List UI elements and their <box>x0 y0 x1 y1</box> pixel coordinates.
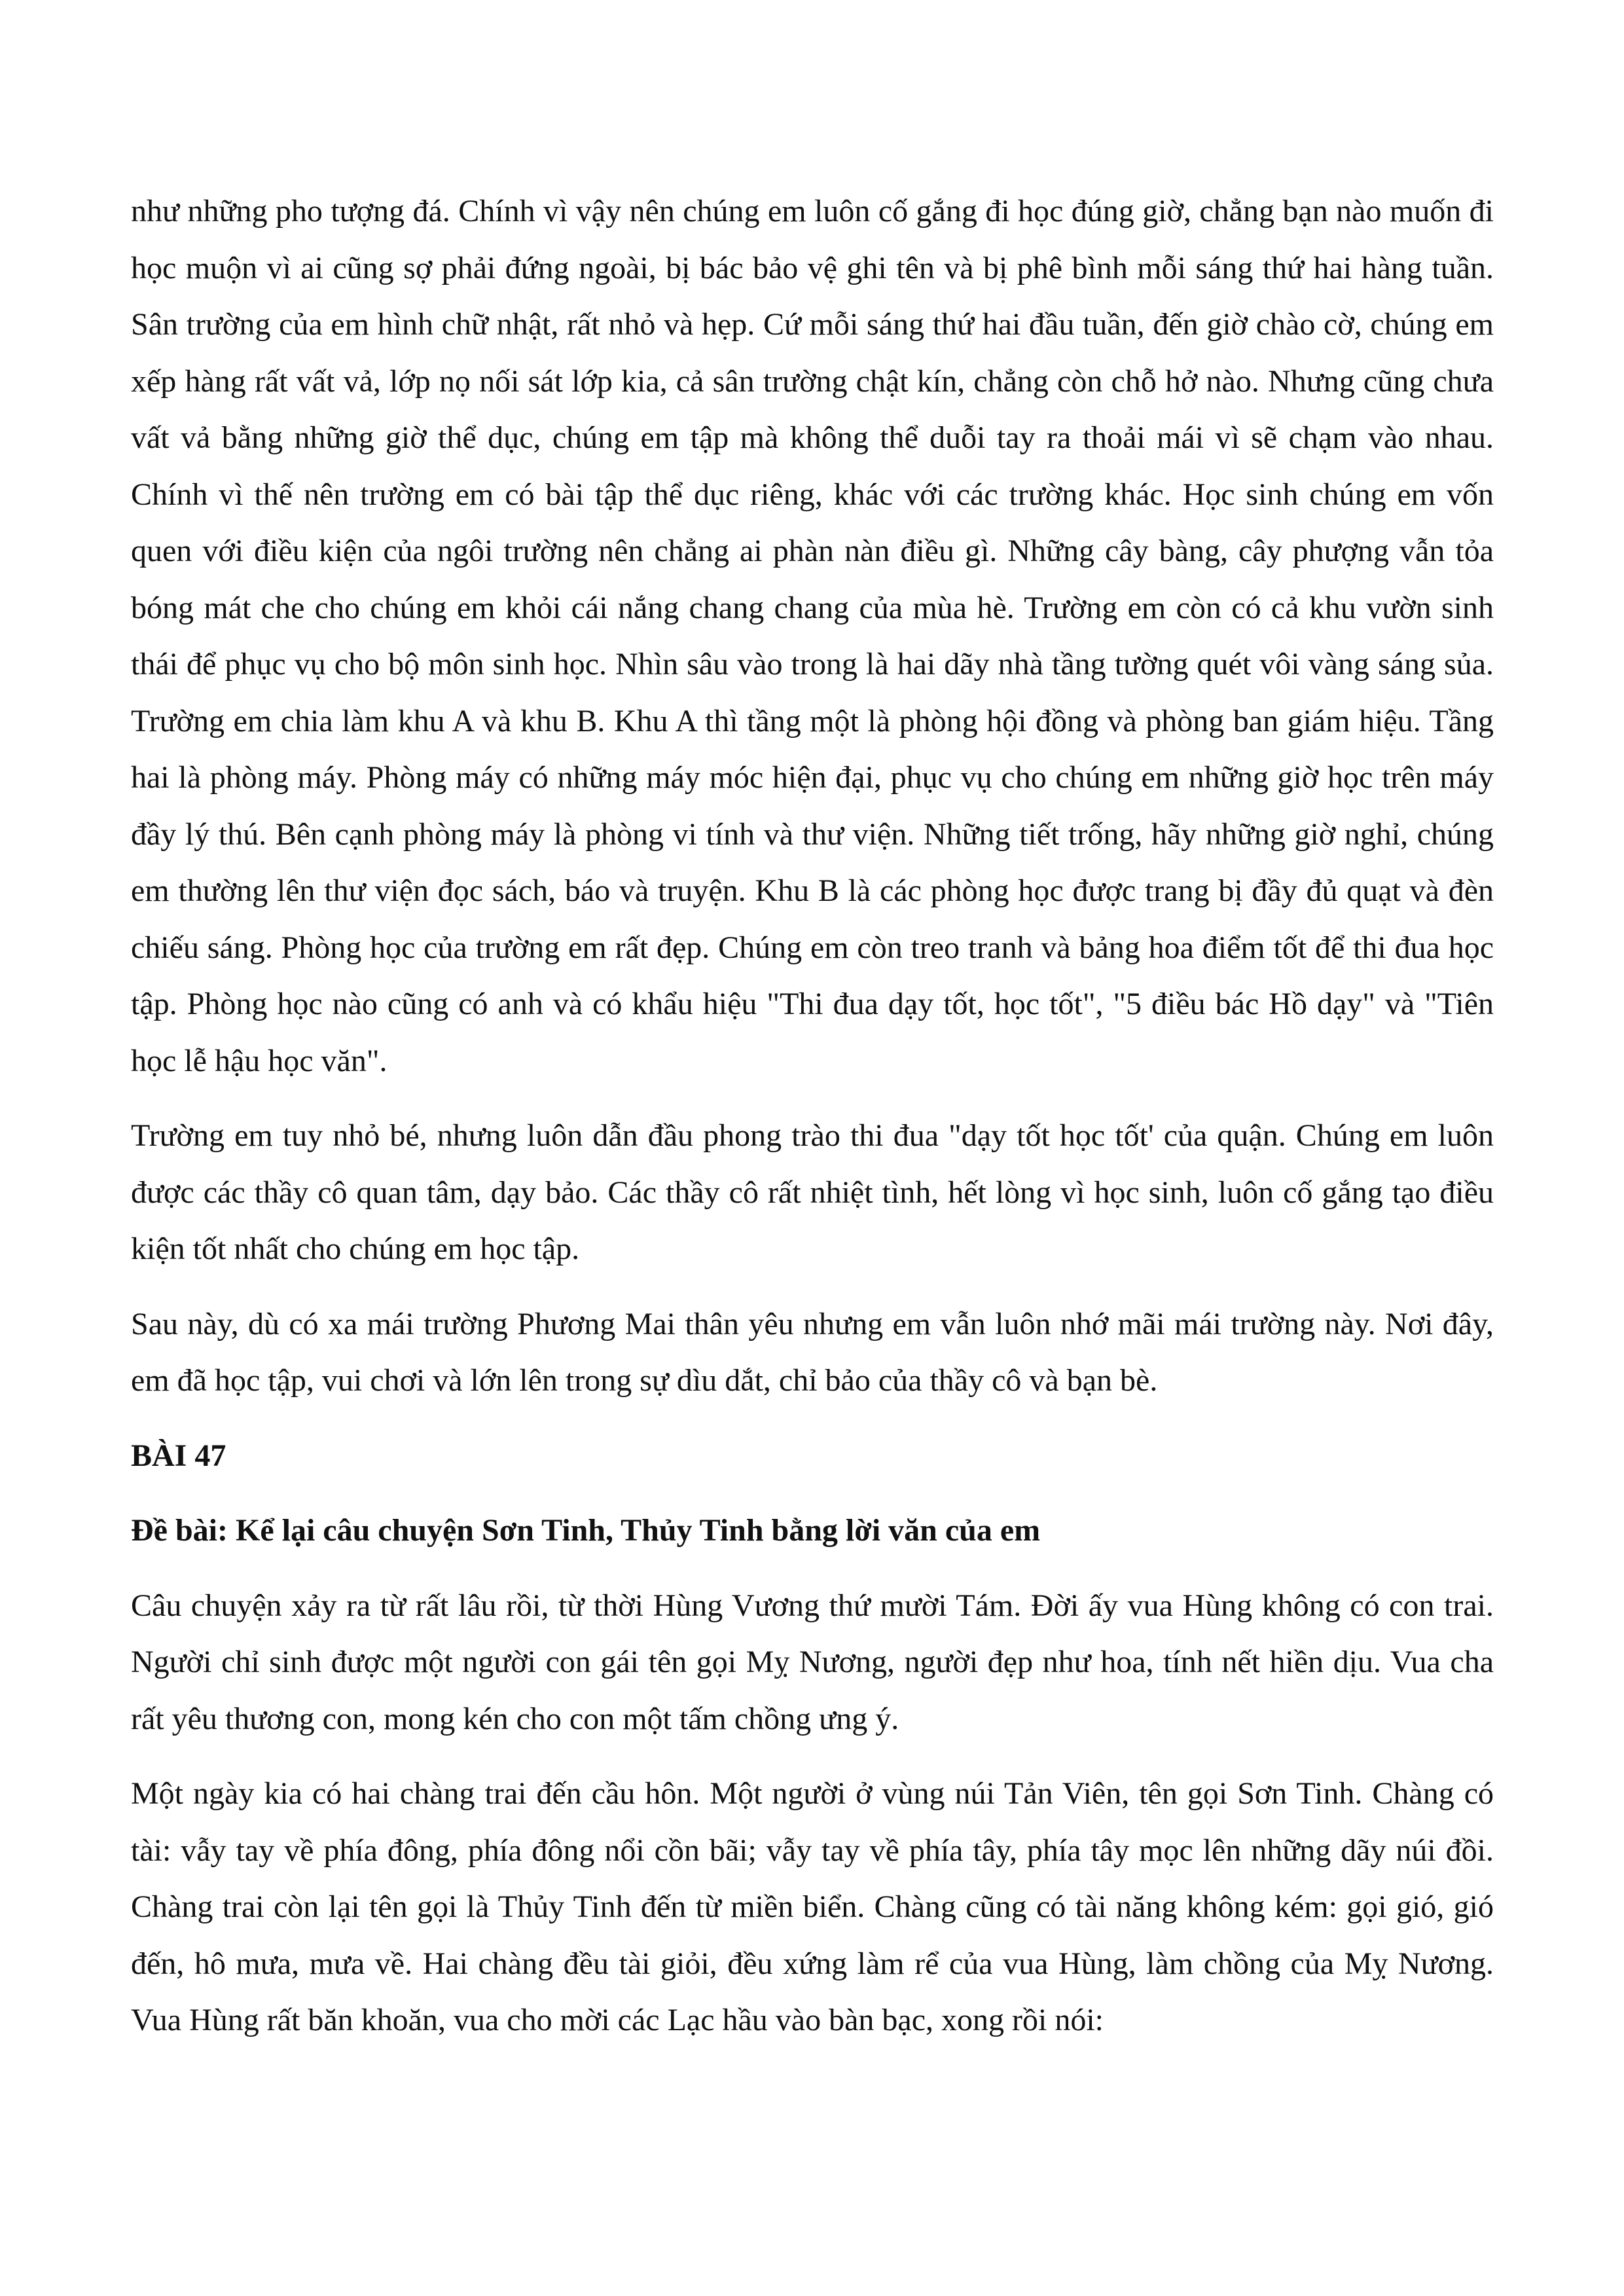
paragraph-spacer <box>131 1089 1494 1108</box>
paragraph-story-suitors: Một ngày kia có hai chàng trai đến cầu hôn. Một người ở vùng núi Tản Viên, tên gọi Sơn Tinh. Chàng có tài: vẫy tay về phía đông, phía đông nổi cồn bãi; vẫy tay về phía tây, phía tây mọc lên những dãy núi đồi. Chàng trai còn lại tên gọi là Thủy Tinh đến từ miền biển. Chàng cũng có tài năng không kém: gọi gió, gió đến, hô mưa, mưa về. Hai chàng đều tài giỏi, đều xứng làm rể của vua Hùng, làm chồng của Mỵ Nương. Vua Hùng rất băn khoăn, vua cho mời các Lạc hầu vào bàn bạc, xong rồi nói: <box>131 1776 1494 2037</box>
section-title: BÀI 47 <box>131 1438 226 1473</box>
paragraph-spacer <box>131 1747 1494 1766</box>
paragraph-school-achievement: Trường em tuy nhỏ bé, nhưng luôn dẫn đầu phong trào thi đua "dạy tốt học tốt' của quận. Chúng em luôn được các thầy cô quan tâm, dạy bảo. Các thầy cô rất nhiệt tình, hết lòng vì học sinh, luôn cố gắng tạo điều kiện tốt nhất cho chúng em học tập. <box>131 1118 1494 1266</box>
paragraph-spacer <box>131 1484 1494 1503</box>
document-page <box>131 183 1494 2049</box>
paragraph-story-intro: Câu chuyện xảy ra từ rất lâu rồi, từ thời Hùng Vương thứ mười Tám. Đời ấy vua Hùng không có con trai. Người chỉ sinh được một người con gái tên gọi Mỵ Nương, người đẹp như hoa, tính nết hiền dịu. Vua cha rất yêu thương con, mong kén cho con một tấm chồng ưng ý. <box>131 1588 1494 1736</box>
paragraph-spacer <box>131 1278 1494 1296</box>
paragraph-spacer <box>131 1410 1494 1428</box>
paragraph-spacer <box>131 1559 1494 1578</box>
assignment-title: Đề bài: Kể lại câu chuyện Sơn Tinh, Thủy Tinh bằng lời văn của em <box>131 1513 1041 1548</box>
paragraph-school-description: như những pho tượng đá. Chính vì vậy nên chúng em luôn cố gắng đi học đúng giờ, chẳng bạn nào muốn đi học muộn vì ai cũng sợ phải đứng ngoài, bị bác bảo vệ ghi tên và bị phê bình mỗi sáng thứ hai hàng tuần. Sân trường của em hình chữ nhật, rất nhỏ và hẹp. Cứ mỗi sáng thứ hai đầu tuần, đến giờ chào cờ, chúng em xếp hàng rất vất vả, lớp nọ nối sát lớp kia, cả sân trường chật kín, chẳng còn chỗ hở nào. Nhưng cũng chưa vất vả bằng những giờ thể dục, chúng em tập mà không thể duỗi tay ra thoải mái vì sẽ chạm vào nhau. Chính vì thế nên trường em có bài tập thể dục riêng, khác với các trường khác. Học sinh chúng em vốn quen với điều kiện của ngôi trường nên chẳng ai phàn nàn điều gì. Những cây bàng, cây phượng vẫn tỏa bóng mát che cho chúng em khỏi cái nắng chang chang của mùa hè. Trường em còn có cả khu vườn sinh thái để phục vụ cho bộ môn sinh học. Nhìn sâu vào trong là hai dãy nhà tầng tường quét vôi vàng sáng sủa. Trường em chia làm khu A và khu B. Khu A thì tầng một là phòng hội đồng và phòng ban giám hiệu. Tầng hai là phòng máy. Phòng máy có những máy móc hiện đại, phục vụ cho chúng em những giờ học trên máy đầy lý thú. Bên cạnh phòng máy là phòng vi tính và thư viện. Những tiết trống, hãy những giờ nghỉ, chúng em thường lên thư viện đọc sách, báo và truyện. Khu B là các phòng học được trang bị đầy đủ quạt và đèn chiếu sáng. Phòng học của trường em rất đẹp. Chúng em còn treo tranh và bảng hoa điểm tốt để thi đua học tập. Phòng học nào cũng có anh và có khẩu hiệu "Thi đua dạy tốt, học tốt", "5 điều bác Hồ dạy" và "Tiên học lễ hậu học văn". <box>131 194 1494 1078</box>
paragraph-school-conclusion: Sau này, dù có xa mái trường Phương Mai thân yêu nhưng em vẫn luôn nhớ mãi mái trường này. Nơi đây, em đã học tập, vui chơi và lớn lên trong sự dìu dắt, chỉ bảo của thầy cô và bạn bè. <box>131 1306 1494 1398</box>
